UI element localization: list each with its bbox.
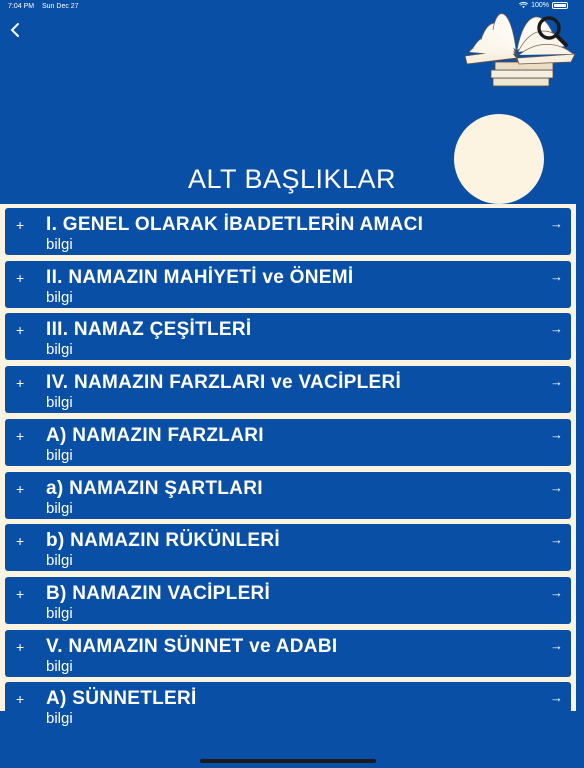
list-item-subtitle: bilgi — [46, 236, 73, 253]
expand-plus-icon[interactable]: + — [16, 585, 25, 602]
list-item-title: III. NAMAZ ÇEŞİTLERİ — [46, 319, 252, 341]
list-item[interactable] — [5, 313, 571, 360]
back-button[interactable] — [4, 18, 26, 42]
list-item[interactable] — [5, 577, 571, 624]
list-item[interactable] — [5, 208, 571, 255]
status-date: Sun Dec 27 — [42, 3, 79, 10]
list-item-subtitle: bilgi — [46, 552, 73, 570]
arrow-right-icon[interactable]: → — [550, 690, 563, 706]
list-item[interactable] — [5, 419, 571, 466]
arrow-right-icon[interactable]: → — [550, 479, 563, 495]
expand-plus-icon[interactable]: + — [16, 269, 25, 286]
arrow-right-icon[interactable]: → — [550, 426, 563, 442]
list-item-title: b) NAMAZIN RÜKÜNLERİ — [46, 530, 280, 552]
list-item-subtitle: bilgi — [46, 710, 73, 728]
expand-plus-icon[interactable]: + — [16, 322, 25, 339]
list-item-subtitle: bilgi — [46, 288, 73, 306]
search-icon — [535, 14, 569, 48]
arrow-right-icon[interactable]: → — [550, 216, 563, 231]
list-item-title: I. GENEL OLARAK İBADETLERİN AMACI — [46, 214, 424, 235]
expand-plus-icon[interactable]: + — [16, 533, 25, 550]
expand-plus-icon[interactable]: + — [16, 217, 25, 233]
expand-plus-icon[interactable]: + — [16, 375, 25, 392]
list-item[interactable] — [5, 261, 571, 308]
list-item-title: A) NAMAZIN FARZLARI — [46, 424, 264, 446]
list-item-title: a) NAMAZIN ŞARTLARI — [46, 477, 263, 499]
expand-plus-icon[interactable]: + — [16, 427, 25, 444]
arrow-right-icon[interactable]: → — [550, 268, 563, 284]
list-item-title: IV. NAMAZIN FARZLARI ve VACİPLERİ — [46, 372, 402, 394]
list-item-subtitle: bilgi — [46, 394, 73, 412]
list-item-subtitle: bilgi — [46, 604, 73, 622]
list-item-title: B) NAMAZIN VACİPLERİ — [46, 582, 271, 604]
battery-percent: 100% — [531, 2, 549, 9]
arrow-right-icon[interactable]: → — [550, 321, 563, 337]
list-item-title: V. NAMAZIN SÜNNET ve ADABI — [46, 635, 338, 657]
expand-plus-icon[interactable]: + — [16, 691, 25, 708]
arrow-right-icon[interactable]: → — [550, 532, 563, 548]
list-item-subtitle: bilgi — [46, 499, 73, 517]
list-item-subtitle: bilgi — [46, 446, 73, 464]
arrow-right-icon[interactable]: → — [550, 374, 563, 390]
subtopic-list[interactable] — [0, 204, 576, 728]
arrow-right-icon[interactable]: → — [550, 584, 563, 600]
chevron-left-icon — [9, 22, 21, 38]
list-item-title: A) SÜNNETLERİ — [46, 688, 197, 710]
list-item[interactable] — [5, 682, 571, 729]
home-indicator[interactable] — [200, 759, 376, 763]
list-item[interactable] — [5, 366, 571, 413]
arrow-right-icon[interactable]: → — [550, 637, 563, 653]
list-item-subtitle: bilgi — [46, 341, 73, 359]
list-item-title: II. NAMAZIN MAHİYETİ ve ÖNEMİ — [46, 266, 354, 288]
search-button[interactable] — [535, 14, 569, 48]
expand-plus-icon[interactable]: + — [16, 480, 25, 497]
list-item[interactable] — [5, 630, 571, 677]
list-item[interactable] — [5, 524, 571, 571]
list-item-subtitle: bilgi — [46, 657, 73, 675]
status-time: 7:04 PM — [8, 3, 35, 10]
page-title: ALT BAŞLIKLAR — [187, 164, 397, 194]
expand-plus-icon[interactable]: + — [16, 638, 25, 655]
list-item[interactable] — [5, 472, 571, 519]
